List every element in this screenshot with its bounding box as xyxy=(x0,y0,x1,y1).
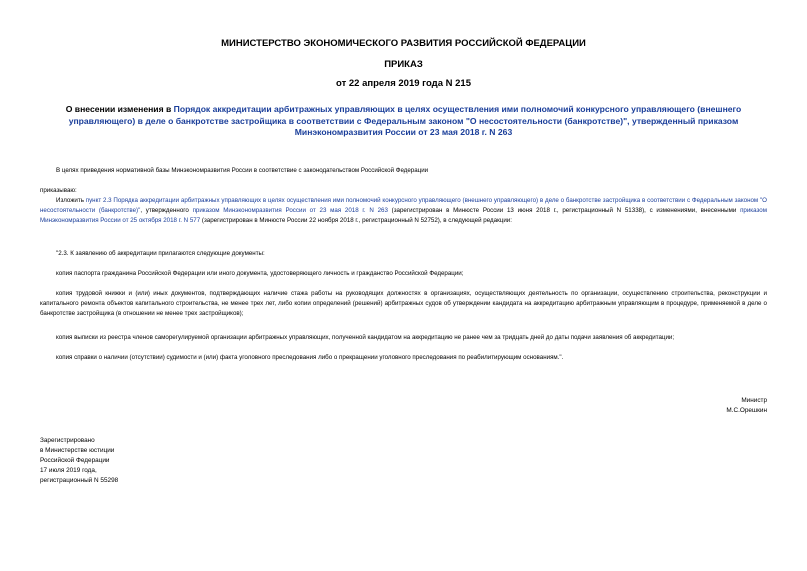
title-link-procedure[interactable]: Порядок аккредитации арбитражных управляющих в целях осуществления ими полномочий конкурсного управляющего (внешнего управляющего) в деле о банкротстве застройщика в соответствии с Федеральным законом "О несостоятельности (банкротстве)", утвержденный приказом Минэкономразвития России от 23 мая 2018 г. N 263 xyxy=(68,104,742,137)
ministry-name: МИНИСТЕРСТВО ЭКОНОМИЧЕСКОГО РАЗВИТИЯ РОССИЙСКОЙ ФЕДЕРАЦИИ xyxy=(221,38,586,49)
list-item-employment-record: копия трудовой книжки и (или) иных документов, подтверждающих наличие стажа работы на руководящих должностях в организациях, осуществляющих деятельность по организации, осуществлению строительства, реконструкции и капитального ремонта объектов капитального строительства, не менее трех лет, либо копии определений (решений) арбитражных судов об утверждении кандидата на аккредитацию арбитражным управляющим в процедуре, применяемой в деле о банкротстве застройщика (в отношении не менее трех застройщиков); xyxy=(40,290,767,317)
registration-line-5: регистрационный N 55298 xyxy=(40,477,119,484)
link-order-577[interactable]: приказом Минэкономразвития России от 25 октября 2018 г. N 577 xyxy=(40,207,767,224)
order-word: приказываю: xyxy=(40,187,77,194)
registration-line-1: Зарегистрировано xyxy=(40,437,95,444)
document-title xyxy=(40,104,767,139)
list-item-criminal-record: копия справки о наличии (отсутствии) судимости и (или) факта уголовного преследования либо о прекращении уголовного преследования по реабилитирующим основаниям.". xyxy=(56,354,564,361)
change-text-2: , утвержденного xyxy=(140,207,193,214)
document-date-number: от 22 апреля 2019 года N 215 xyxy=(336,78,471,89)
signature-block xyxy=(567,396,767,416)
intro-paragraph: В целях приведения нормативной базы Минэкономразвития России в соответствие с законодательством Российской Федерации xyxy=(56,167,429,174)
link-clause-2-3[interactable]: пункт 2.3 Порядка аккредитации арбитражных управляющих в целях осуществления ими полномочий конкурсного управляющего (внешнего управляющего) в деле о банкротстве застройщика в соответствии с Федеральным законом "О несостоятельности (банкротстве)" xyxy=(40,197,767,214)
change-text-3: (зарегистрирован в Минюсте России 13 июня 2018 г., регистрационный N 51338), с изменениями, внесенными xyxy=(387,207,741,214)
list-item-passport: копия паспорта гражданина Российской Федерации или иного документа, удостоверяющего личность и гражданство Российской Федерации; xyxy=(56,270,464,277)
title-prefix: О внесении изменения в xyxy=(65,104,174,114)
change-text-4: (зарегистрирован в Минюсте России 22 ноября 2018 г., регистрационный N 52752), в следующей редакции: xyxy=(200,217,512,224)
list-item-registry-extract: копия выписки из реестра членов саморегулируемой организации арбитражных управляющих, полученной кандидатом на аккредитацию не ранее чем за тридцать дней до даты подачи заявления об аккредитации; xyxy=(56,334,675,341)
link-order-263[interactable]: приказом Минэкономразвития России от 23 мая 2018 г. N 263 xyxy=(192,207,388,214)
registration-block xyxy=(40,436,240,486)
signer-name: М.С.Орешкин xyxy=(726,407,767,414)
registration-line-3: Российской Федерации xyxy=(40,457,110,464)
document-type: ПРИКАЗ xyxy=(384,59,423,70)
change-paragraph xyxy=(40,196,767,226)
change-text-1: Изложить xyxy=(56,197,86,204)
registration-line-2: в Министерстве юстиции xyxy=(40,447,115,454)
signer-position: Министр xyxy=(741,397,767,404)
clause-2-3: "2.3. К заявлению об аккредитации прилагаются следующие документы: xyxy=(56,250,265,257)
registration-line-4: 17 июля 2019 года, xyxy=(40,467,97,474)
